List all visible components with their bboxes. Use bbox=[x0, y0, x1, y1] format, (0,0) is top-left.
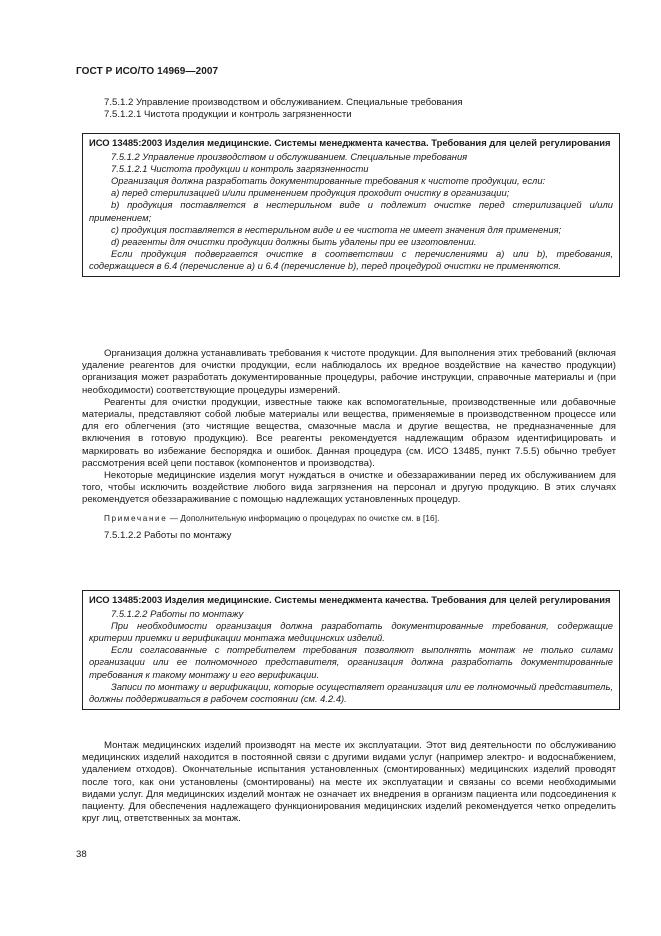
subsection-heading: 7.5.1.2.1 Чистота продукции и контроль загрязненности bbox=[104, 109, 352, 121]
section-heading: 7.5.1.2 Управление производством и обслуживанием. Специальные требования bbox=[104, 97, 463, 108]
iso-quote-box bbox=[82, 590, 620, 710]
quote-line: Если согласованные с потребителем требования позволяют выполнять монтаж не только силами организации или ее полномочного представителя, организация должна разработать документированные требования к такому монтажу и его верификации. bbox=[89, 644, 613, 680]
body-paragraph: Организация должна устанавливать требования к чистоте продукции. Для выполнения этих требований (включая удаление реагентов для очистки продукции, если наблюдалось их вредное воздействие на качество продукции) организация может разработать документированные процедуры, рабочие инструкции, справочные материалы и (при необходимости) соответствующие процедуры измерений. bbox=[82, 348, 616, 396]
quote-line: 7.5.1.2.1 Чистота продукции и контроль загрязненности bbox=[111, 163, 369, 175]
quote-title: ИСО 13485:2003 Изделия медицинские. Системы менеджмента качества. Требования для целей регулирования bbox=[89, 137, 611, 148]
note-label: Примечание bbox=[104, 513, 168, 523]
quote-line: Если продукция подвергается очистке в соответствии с перечислениями a) или b), требования, содержащиеся в 6.4 (перечисление а) и 6.4 (перечисление b), перед процедурой очистки не применяются. bbox=[89, 247, 613, 271]
body-paragraph: Некоторые медицинские изделия могут нуждаться в очистке и обеззараживании перед их обслуживанием для того, чтобы исключить воздействие любого вида загрязнения на персонал и другую продукцию. В этих случаях рекомендуется обеззараживание с помощью надлежащих установленных процедур. bbox=[82, 470, 616, 506]
page-number: 38 bbox=[76, 849, 87, 860]
quote-title: ИСО 13485:2003 Изделия медицинские. Системы менеджмента качества. Требования для целей регулирования bbox=[89, 594, 611, 605]
quote-list-item: a) перед стерилизацией и/или применением продукция проходит очистку в организации; bbox=[111, 187, 510, 199]
body-text-section bbox=[82, 740, 616, 825]
subsection-heading: 7.5.1.2.2 Работы по монтажу bbox=[104, 529, 232, 541]
body-text-section bbox=[82, 348, 616, 542]
quote-list-item: d) реагенты для очистки продукции должны быть удалены при ее изготовлении. bbox=[111, 235, 477, 247]
iso-quote-box bbox=[82, 133, 620, 277]
quote-line: 7.5.1.2.2 Работы по монтажу bbox=[111, 608, 244, 620]
quote-line: 7.5.1.2 Управление производством и обслуживанием. Специальные требования bbox=[111, 151, 468, 163]
quote-list-item: c) продукция поставляется в нестерильном виде и ее чистота не имеет значения для применения; bbox=[111, 223, 562, 235]
note bbox=[82, 513, 616, 525]
section-heading-block bbox=[82, 97, 616, 121]
quote-line: Организация должна разработать документированные требования к чистоте продукции, если: bbox=[111, 175, 546, 187]
note-text: — Дополнительную информацию о процедурах по очистке см. в [16]. bbox=[167, 513, 440, 523]
standard-header: ГОСТ Р ИСО/ТО 14969—2007 bbox=[76, 66, 219, 77]
quote-line: Записи по монтажу и верификации, которые осуществляет организация или ее полномочный представитель, должны поддерживаться в рабочем состоянии (см. 4.2.4). bbox=[89, 680, 613, 704]
body-paragraph: Монтаж медицинских изделий производят на месте их эксплуатации. Этот вид деятельности по обслуживанию медицинских изделий находится в постоянной связи с другими видами услуг (например электро- и водоснабжением, удалением отходов). Окончательные испытания установленных (смонтированных) медицинских изделий проводят после того, как они установлены (смонтированы) на месте их эксплуатации и связаны со всеми необходимыми видами услуг. Для медицинских изделий монтаж не означает их внедрения в организм пациента или подсоединения к пациенту. Для обеспечения надлежащего функционирования медицинских изделий рекомендуется четко определить круг лиц, ответственных за монтаж. bbox=[82, 740, 616, 825]
quote-list-item: b) продукция поставляется в нестерильном виде и подлежит очистке перед стерилизацией и/или применением; bbox=[89, 199, 613, 223]
quote-line: При необходимости организация должна разработать документированные требования, содержащие критерии приемки и верификации монтажа медицинских изделий. bbox=[89, 620, 613, 644]
body-paragraph: Реагенты для очистки продукции, известные также как вспомогательные, производственные или добавочные материалы, представляют собой любые материалы или вещества, применяемые в производственном процессе или для его облегчения (это чистящие вещества, смазочные масла и другие вещества, не предназначенные для включения в готовую продукцию). Все реагенты рекомендуется надлежащим образом идентифицировать и маркировать во избежание беспорядка и ошибок. Данная процедура (см. ИСО 13485, пункт 7.5.5) обычно требует рассмотрения всей цепи поставок (компонентов и производства). bbox=[82, 396, 616, 469]
